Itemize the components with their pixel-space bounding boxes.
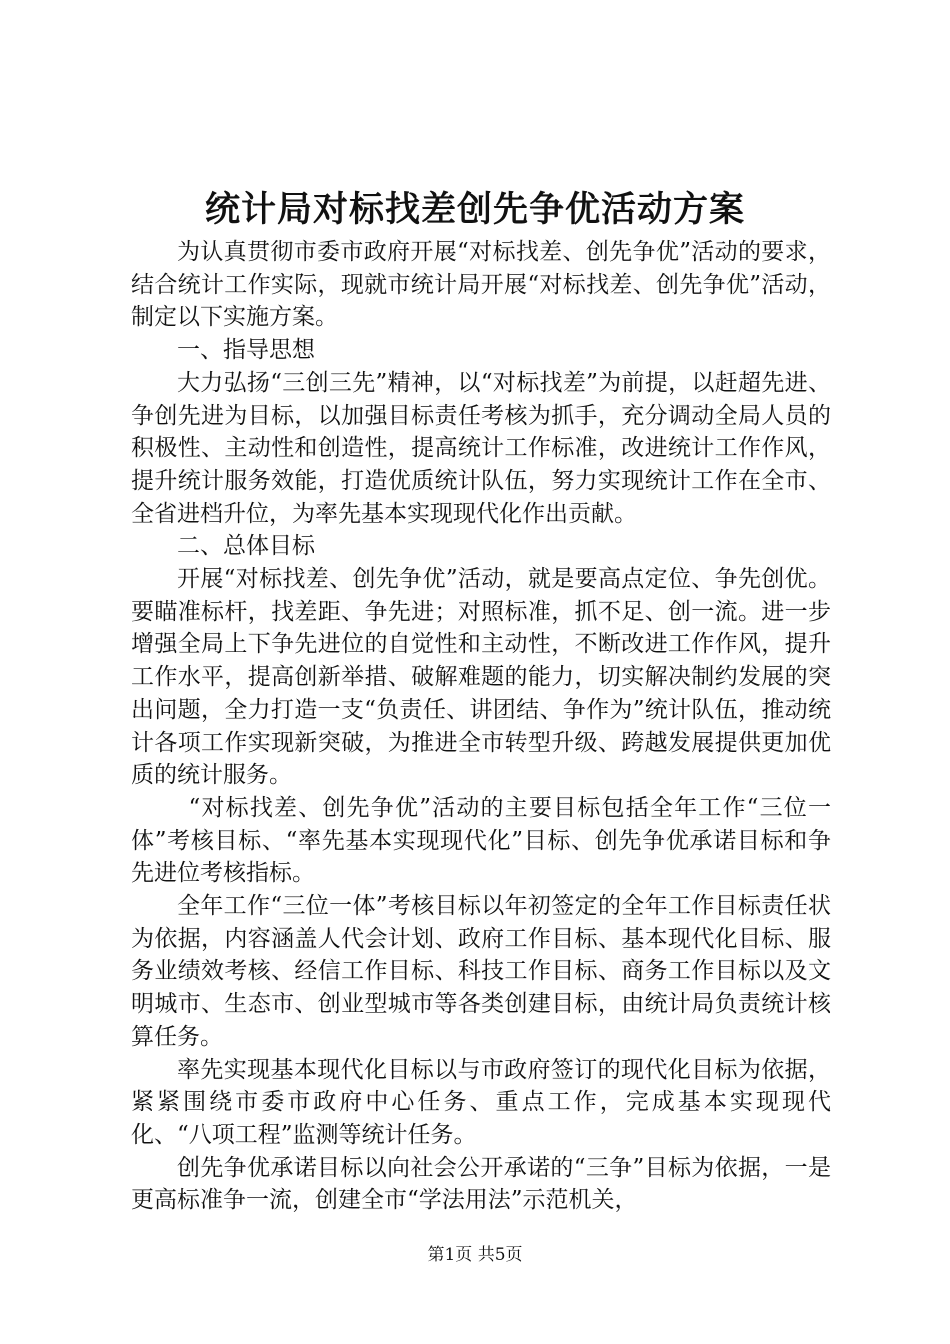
page-footer: 第1页 共5页 — [427, 1245, 523, 1265]
document-body — [131, 236, 831, 1217]
paragraph-guiding-ideology: 大力弘扬“三创三先”精神，以“对标找差”为前提，以赶超先进、争创先进为目标，以加强目标责任考核为抓手，充分调动全局人员的积极性、主动性和创造性，提高统计工作标准，改进统计工作作风，提升统计服务效能，打造优质统计队伍，努力实现统计工作在全市、全省进档升位，为率先基本实现现代化作出贡献。 — [131, 369, 831, 527]
paragraph-main-targets: “对标找差、创先争优”活动的主要目标包括全年工作“三位一体”考核目标、“率先基本实现现代化”目标、创先争优承诺目标和争先进位考核指标。 — [131, 794, 831, 887]
paragraph-commitment-target: 创先争优承诺目标以向社会公开承诺的“三争”目标为依据，一是更高标准争一流，创建全市“学法用法”示范机关， — [131, 1154, 831, 1214]
document-title: 统计局对标找差创先争优活动方案 — [204, 189, 745, 230]
section-heading-overall-goal: 二、总体目标 — [177, 533, 315, 560]
paragraph-intro: 为认真贯彻市委市政府开展“对标找差、创先争优”活动的要求，结合统计工作实际，现就市统计局开展“对标找差、创先争优”活动，制定以下实施方案。 — [131, 239, 831, 331]
paragraph-modernization-target: 率先实现基本现代化目标以与市政府签订的现代化目标为依据，紧紧围绕市委市政府中心任务、重点工作，完成基本实现现代化、“八项工程”监测等统计任务。 — [131, 1056, 831, 1148]
paragraph-annual-assessment: 全年工作“三位一体”考核目标以年初签定的全年工作目标责任状为依据，内容涵盖人代会计划、政府工作目标、基本现代化目标、服务业绩效考核、经信工作目标、科技工作目标、商务工作目标以及文明城市、生态市、创业型城市等各类创建目标，由统计局负责统计核算任务。 — [131, 893, 831, 1050]
section-heading-guiding-ideology: 一、指导思想 — [177, 337, 315, 364]
paragraph-overall-goal: 开展“对标找差、创先争优”活动，就是要高点定位、争先创优。要瞄准标杆，找差距、争先进；对照标准，抓不足、创一流。进一步增强全局上下争先进位的自觉性和主动性，不断改进工作作风，提升工作水平，提高创新举措、破解难题的能力，切实解决制约发展的突出问题，全力打造一支“负责任、讲团结、争作为”统计队伍，推动统计各项工作实现新突破，为推进全市转型升级、跨越发展提供更加优质的统计服务。 — [131, 566, 831, 789]
